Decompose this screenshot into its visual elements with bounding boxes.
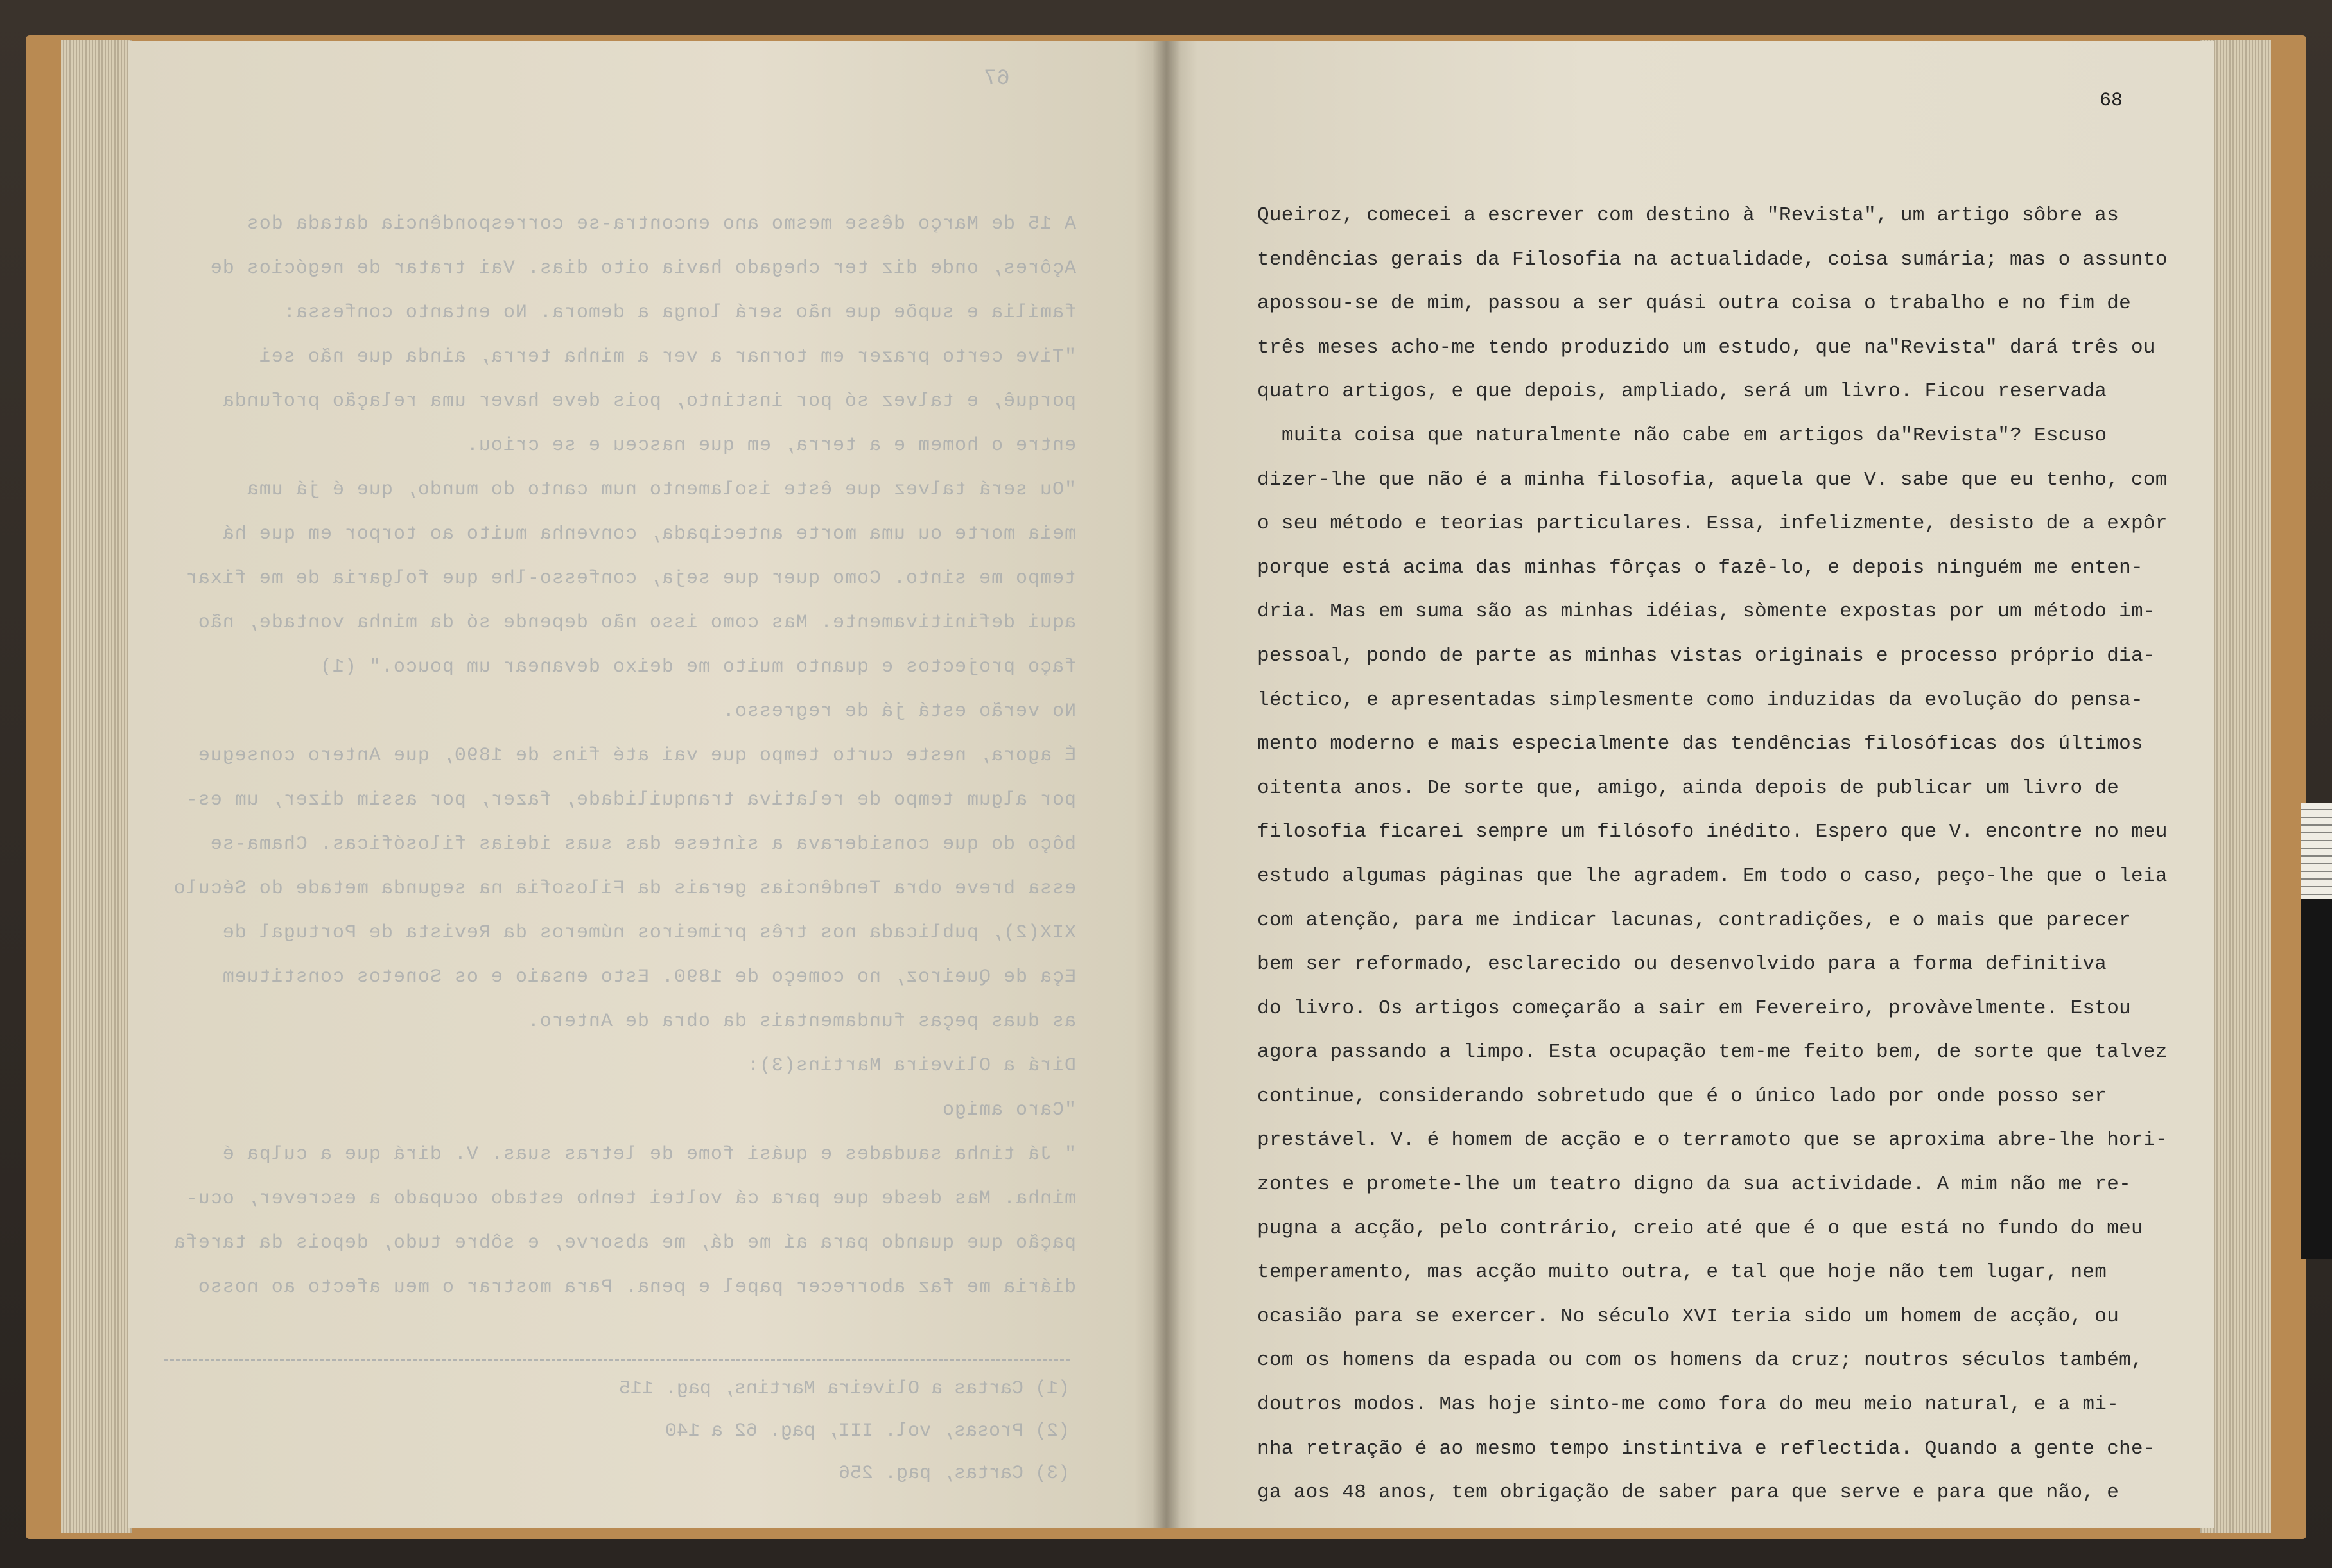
text-line: o seu método e teorias particulares. Essa, infelizmente, desisto de a expôr — [1257, 512, 2168, 536]
typed-text-body — [1257, 200, 2168, 1521]
text-line: temperamento, mas acção muito outra, e tal que hoje não tem lugar, nem — [1257, 1261, 2107, 1284]
text-line: por algum tempo de relativa tranquilidade, fazer, por assim dizer, um es- — [185, 789, 1076, 811]
text-line: continue, considerando sobretudo que é o único lado por onde posso ser — [1257, 1085, 2107, 1108]
text-line: porque está acima das minhas fôrças o fazê-lo, e depois ninguém me enten- — [1257, 556, 2143, 579]
text-line: zontes e promete-lhe um teatro digno da sua actividade. A mim não me re- — [1257, 1173, 2132, 1196]
text-line: "Caro amigo — [941, 1099, 1076, 1121]
text-line: com os homens da espada ou com os homens da cruz; noutros séculos também, — [1257, 1349, 2143, 1372]
text-line: ocasião para se exercer. No século XVI teria sido um homem de acção, ou — [1257, 1305, 2119, 1328]
text-line: família e supõe que não será longa a demora. No entanto confessa: — [283, 302, 1076, 324]
text-line: bem ser reformado, esclarecido ou desenvolvido para a forma definitiva — [1257, 953, 2107, 976]
left-page — [128, 41, 1166, 1528]
text-line: pugna a acção, pelo contrário, creio até que é o que está no fundo do meu — [1257, 1217, 2143, 1240]
text-line: estudo algumas páginas que lhe agradem. Em todo o caso, peço-lhe que o leia — [1257, 864, 2168, 887]
text-line: (1) Cartas a Oliveira Martins, pag. 115 — [618, 1378, 1070, 1400]
show-through-text — [128, 41, 1166, 1528]
footnote-rule — [164, 1359, 1070, 1361]
text-line: entre o homem e a terra, em que nasceu e se criou. — [466, 435, 1076, 457]
text-line: " Já tinha saudades e quási fome de letras suas. V. dirá que a culpa é — [222, 1144, 1076, 1165]
text-line: A 15 de Março dêsse mesmo ano encontra-se correspondência datada dos — [246, 213, 1076, 235]
text-line: nha retração é ao mesmo tempo instintiva e reflectida. Quando a gente che- — [1257, 1437, 2155, 1460]
right-page-number: 68 — [2099, 90, 2123, 112]
text-line: Eça de Queiroz, no começo de 1890. Esto ensaio e os Sonetos constituem — [222, 966, 1076, 988]
text-line: tendências gerais da Filosofia na actualidade, coisa sumária; mas o assunto — [1257, 248, 2168, 271]
text-line: (2) Prosas, vol. III, pag. 62 a 140 — [665, 1420, 1070, 1442]
text-line: Açôres, onde diz ter chegado havia oito dias. Vai tratar de negócios de — [209, 257, 1076, 279]
text-line: Queiroz, comecei a escrever com destino à "Revista", um artigo sôbre as — [1257, 204, 2119, 227]
text-line: apossou-se de mim, passou a ser quási outra coisa o trabalho e no fim de — [1257, 292, 2132, 315]
text-line: doutros modos. Mas hoje sinto-me como fora do meu meio natural, e a mi- — [1257, 1393, 2119, 1416]
text-line: porquê, e talvez só por instinto, pois deve haver uma relação profunda — [222, 390, 1076, 412]
left-page-number: 67 — [984, 67, 1010, 91]
text-line: bôço do que considerava a síntese das suas ideias filosóficas. Chama-se — [209, 833, 1076, 855]
text-line: É agora, neste curto tempo que vai até fins de 1890, que Antero consegue — [197, 745, 1076, 767]
text-line: (3) Cartas, pag. 256 — [838, 1463, 1070, 1485]
text-line: com atenção, para me indicar lacunas, contradições, e o mais que parecer — [1257, 909, 2132, 932]
text-line: tempo me sinto. Como quer que seja, confesso-lhe que folgaria de me fixar — [185, 568, 1076, 589]
text-line: meia morte ou uma morte antecipada, convenha muito ao torpor em que há — [222, 523, 1076, 545]
text-line: agora passando a limpo. Esta ocupação tem-me feito bem, de sorte que talvez — [1257, 1041, 2168, 1064]
text-line: dizer-lhe que não é a minha filosofia, aquela que V. sabe que eu tenho, com — [1257, 468, 2168, 491]
scale-ruler-ticks — [2301, 803, 2332, 899]
text-line: pação que quando para aí me dá, me absorve, e sôbre tudo, depois da tarefa — [173, 1232, 1076, 1254]
text-line: três meses acho-me tendo produzido um estudo, que na"Revista" dará três ou — [1257, 336, 2155, 359]
right-page — [1166, 41, 2214, 1528]
text-line: XIX(2), publicada nos três primeiros números da Revista de Portugal de — [222, 922, 1076, 944]
text-line: minha. Mas desde que para cá voltei tenho estado ocupado a escrever, ocu- — [185, 1188, 1076, 1210]
text-line: Dirá a Oliveira Martins(3): — [746, 1055, 1076, 1077]
text-line: prestável. V. é homem de acção e o terramoto que se aproxima abre-lhe hori- — [1257, 1129, 2168, 1152]
text-line: pessoal, pondo de parte as minhas vistas originais e processo próprio dia- — [1257, 644, 2155, 667]
text-line: faço projectos e quanto muito me deixo devanear um pouco." (1) — [319, 656, 1076, 678]
text-line: diária me faz aborrecer papel e pena. Para mostrar o meu afecto ao nosso — [197, 1276, 1076, 1298]
text-line: dria. Mas em suma são as minhas idéias, sòmente expostas por um método im- — [1257, 600, 2155, 623]
text-line: No verão está já de regresso. — [722, 701, 1076, 722]
book-gutter — [1153, 41, 1181, 1528]
page-edges-left — [61, 40, 132, 1533]
show-through-footnotes — [164, 1378, 1070, 1505]
text-line: oitenta anos. De sorte que, amigo, ainda depois de publicar um livro de — [1257, 776, 2119, 799]
text-line: ga aos 48 anos, tem obrigação de saber para que serve e para que não, e — [1257, 1481, 2119, 1504]
text-line: filosofia ficarei sempre um filósofo inédito. Espero que V. encontre no meu — [1257, 821, 2168, 844]
show-through-lines — [164, 213, 1076, 1321]
text-line: quatro artigos, e que depois, ampliado, será um livro. Ficou reservada — [1257, 380, 2107, 403]
text-line: "Tive certo prazer em tornar a ver a minha terra, ainda que não sei — [258, 346, 1076, 368]
text-line: "Ou será talvez que êste isolamento num canto do mundo, que é já uma — [246, 479, 1076, 501]
text-line: essa breve obra Tendências gerais da Filosofia na segunda metade do Século — [173, 878, 1076, 900]
text-line: mento moderno e mais especialmente das tendências filosóficas dos últimos — [1257, 733, 2143, 756]
text-line: léctico, e apresentadas simplesmente como induzidas da evolução do pensa- — [1257, 688, 2143, 711]
text-line: aqui definitivamente. Mas como isso não depende só da minha vontade, não — [197, 612, 1076, 634]
text-line: do livro. Os artigos começarão a sair em Fevereiro, provàvelmente. Estou — [1257, 997, 2132, 1020]
color-target-strip — [2301, 899, 2332, 1259]
text-line: muita coisa que naturalmente não cabe em artigos da"Revista"? Escuso — [1282, 424, 2107, 447]
text-line: as duas peças fundamentais da obra de Antero. — [526, 1011, 1076, 1032]
